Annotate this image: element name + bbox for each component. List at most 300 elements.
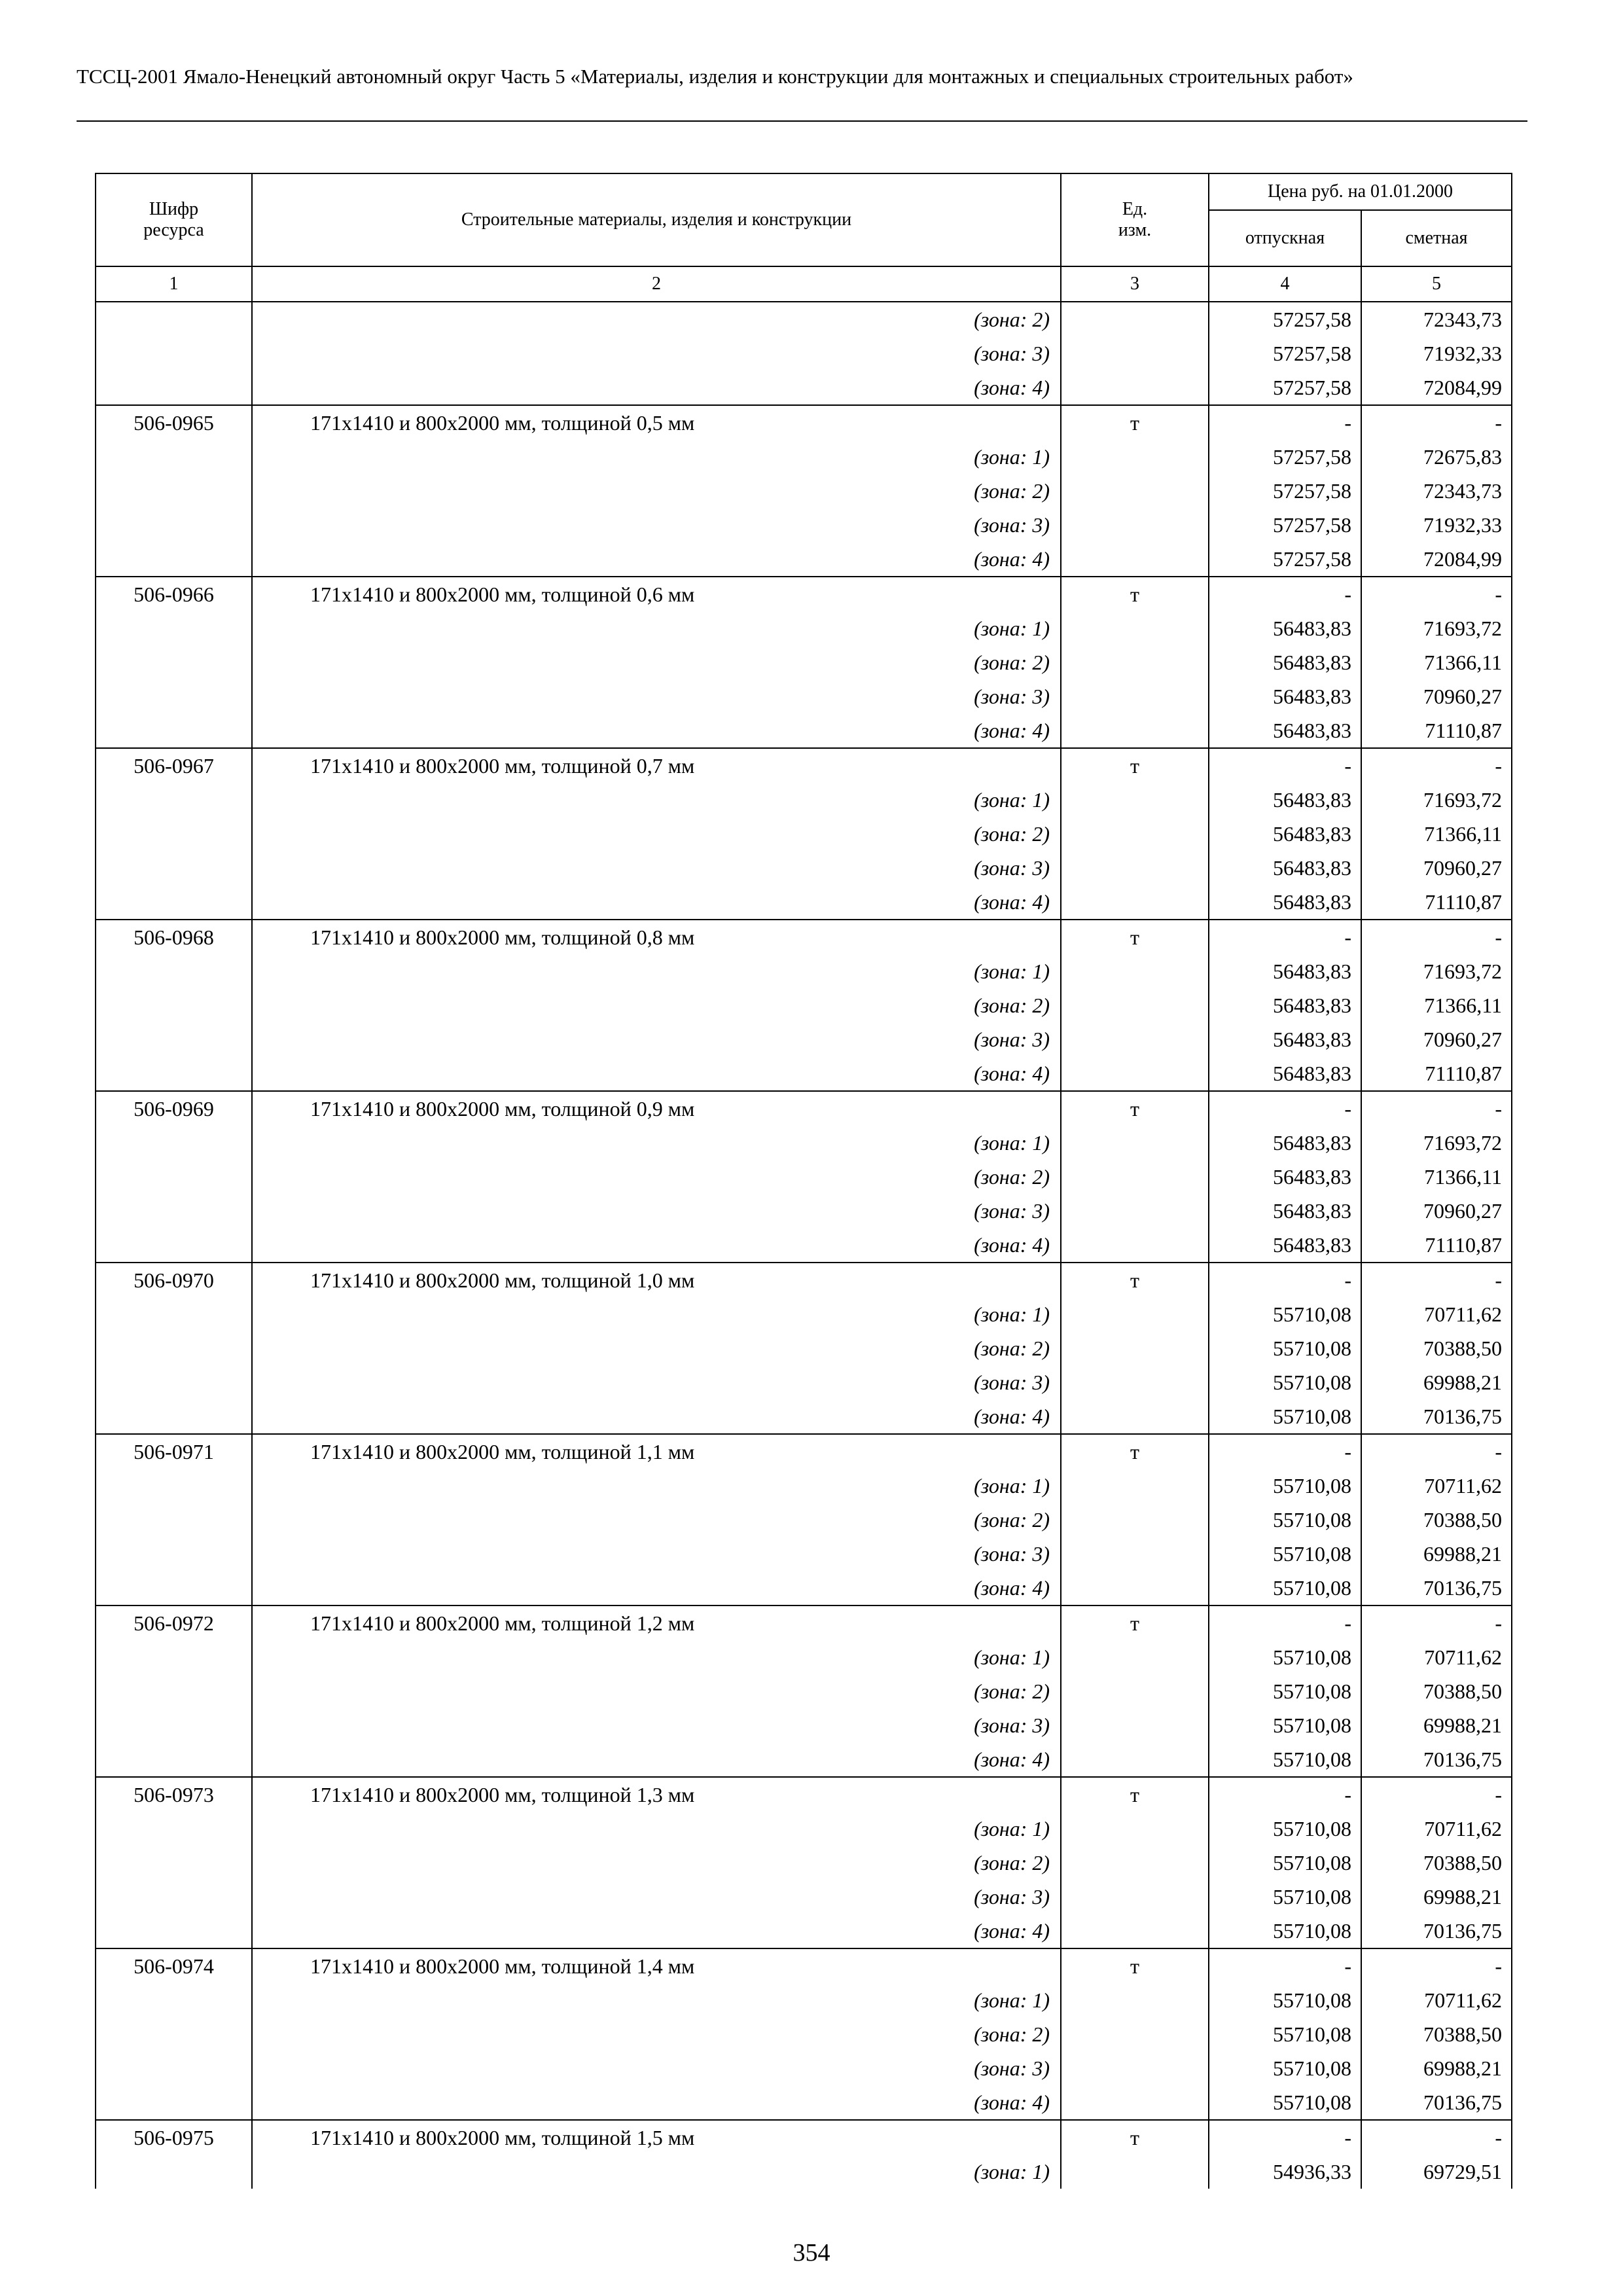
zone-label: (зона: 3) (252, 336, 1061, 370)
release-price: 56483,83 (1209, 1056, 1361, 1091)
unit-of-measure: т (1061, 2120, 1209, 2155)
estimate-price: 70960,27 (1361, 1022, 1512, 1056)
table-row-resource (96, 577, 1512, 611)
estimate-price: - (1361, 1434, 1512, 1469)
table-row-resource (96, 1948, 1512, 1983)
unit-of-measure (1061, 440, 1209, 474)
resource-description: 171x1410 и 800x2000 мм, толщиной 1,3 мм (252, 1777, 1061, 1812)
estimate-price: - (1361, 1263, 1512, 1297)
release-price: 57257,58 (1209, 336, 1361, 370)
unit-of-measure (1061, 954, 1209, 988)
release-price: 56483,83 (1209, 713, 1361, 748)
estimate-price: 71366,11 (1361, 988, 1512, 1022)
estimate-price: - (1361, 577, 1512, 611)
unit-of-measure (1061, 1056, 1209, 1091)
table-row-zone (96, 508, 1512, 542)
estimate-price: 71110,87 (1361, 713, 1512, 748)
table-row-zone (96, 1537, 1512, 1571)
unit-of-measure (1061, 1846, 1209, 1880)
unit-of-measure (1061, 679, 1209, 713)
resource-code (96, 988, 252, 1022)
table-row-zone (96, 302, 1512, 336)
col-header-price-group: Цена руб. на 01.01.2000 (1209, 173, 1512, 210)
estimate-price: 70711,62 (1361, 1812, 1512, 1846)
release-price: 55710,08 (1209, 1846, 1361, 1880)
table-row-zone (96, 1194, 1512, 1228)
estimate-price: 71110,87 (1361, 1056, 1512, 1091)
release-price: - (1209, 577, 1361, 611)
table-row-zone (96, 1503, 1512, 1537)
resource-code (96, 611, 252, 645)
unit-of-measure (1061, 1812, 1209, 1846)
estimate-price: 70136,75 (1361, 2085, 1512, 2120)
resource-code (96, 1160, 252, 1194)
resource-code (96, 1880, 252, 1914)
estimate-price: 71693,72 (1361, 611, 1512, 645)
unit-of-measure (1061, 1537, 1209, 1571)
release-price: 56483,83 (1209, 1022, 1361, 1056)
resource-code: 506-0966 (96, 577, 252, 611)
zone-label: (зона: 2) (252, 645, 1061, 679)
release-price: 57257,58 (1209, 508, 1361, 542)
release-price: 57257,58 (1209, 474, 1361, 508)
estimate-price: 71366,11 (1361, 645, 1512, 679)
release-price: - (1209, 1605, 1361, 1640)
zone-label: (зона: 2) (252, 988, 1061, 1022)
table-row-zone (96, 1708, 1512, 1742)
table-row-zone (96, 645, 1512, 679)
zone-label: (зона: 1) (252, 1469, 1061, 1503)
estimate-price: - (1361, 1605, 1512, 1640)
unit-of-measure: т (1061, 405, 1209, 440)
resource-description: 171x1410 и 800x2000 мм, толщиной 1,5 мм (252, 2120, 1061, 2155)
table-row-resource (96, 2120, 1512, 2155)
estimate-price: 71366,11 (1361, 817, 1512, 851)
resource-description: 171x1410 и 800x2000 мм, толщиной 0,6 мм (252, 577, 1061, 611)
table-row-zone (96, 1812, 1512, 1846)
zone-label: (зона: 2) (252, 474, 1061, 508)
release-price: 55710,08 (1209, 1983, 1361, 2017)
table-row-zone (96, 1469, 1512, 1503)
resource-code (96, 1228, 252, 1263)
table-row-zone (96, 542, 1512, 577)
resource-description: 171x1410 и 800x2000 мм, толщиной 1,2 мм (252, 1605, 1061, 1640)
release-price: 55710,08 (1209, 1674, 1361, 1708)
release-price: - (1209, 1948, 1361, 1983)
unit-of-measure: т (1061, 1263, 1209, 1297)
zone-label: (зона: 3) (252, 1537, 1061, 1571)
estimate-price: 70136,75 (1361, 1914, 1512, 1948)
estimate-price: 70711,62 (1361, 1469, 1512, 1503)
resource-code (96, 474, 252, 508)
resource-code: 506-0973 (96, 1777, 252, 1812)
release-price: 55710,08 (1209, 1399, 1361, 1434)
zone-label: (зона: 1) (252, 1297, 1061, 1331)
estimate-price: 71110,87 (1361, 885, 1512, 920)
unit-of-measure: т (1061, 920, 1209, 954)
unit-of-measure: т (1061, 748, 1209, 783)
zone-label: (зона: 1) (252, 1983, 1061, 2017)
resource-description: 171x1410 и 800x2000 мм, толщиной 0,7 мм (252, 748, 1061, 783)
header-rule (77, 120, 1527, 122)
estimate-price: 70388,50 (1361, 1503, 1512, 1537)
resource-code (96, 370, 252, 405)
resource-code: 506-0974 (96, 1948, 252, 1983)
resource-code (96, 1571, 252, 1605)
resource-code (96, 1365, 252, 1399)
unit-of-measure: т (1061, 1948, 1209, 1983)
release-price: 56483,83 (1209, 1126, 1361, 1160)
unit-of-measure (1061, 2155, 1209, 2189)
resource-code (96, 1914, 252, 1948)
zone-label: (зона: 4) (252, 542, 1061, 577)
resource-code (96, 1297, 252, 1331)
unit-of-measure (1061, 1640, 1209, 1674)
table-row-zone (96, 1742, 1512, 1777)
release-price: 57257,58 (1209, 370, 1361, 405)
release-price: 55710,08 (1209, 1365, 1361, 1399)
table-row-zone (96, 1160, 1512, 1194)
resource-description: 171x1410 и 800x2000 мм, толщиной 0,8 мм (252, 920, 1061, 954)
resource-code (96, 1674, 252, 1708)
estimate-price: 70388,50 (1361, 1846, 1512, 1880)
zone-label: (зона: 3) (252, 1022, 1061, 1056)
resource-code (96, 2017, 252, 2051)
estimate-price: 72343,73 (1361, 474, 1512, 508)
resource-code (96, 679, 252, 713)
table-row-zone (96, 370, 1512, 405)
table-row-zone (96, 954, 1512, 988)
resource-code: 506-0970 (96, 1263, 252, 1297)
table-row-zone (96, 817, 1512, 851)
resource-code (96, 645, 252, 679)
zone-label: (зона: 1) (252, 954, 1061, 988)
unit-of-measure (1061, 1503, 1209, 1537)
col-header-code: Шифр ресурса (96, 173, 252, 266)
zone-label: (зона: 4) (252, 713, 1061, 748)
zone-label: (зона: 3) (252, 2051, 1061, 2085)
estimate-price: 69988,21 (1361, 1708, 1512, 1742)
table-row-resource (96, 1263, 1512, 1297)
resource-code (96, 1640, 252, 1674)
resource-code (96, 2155, 252, 2189)
table-row-zone (96, 1228, 1512, 1263)
release-price: - (1209, 2120, 1361, 2155)
resource-code: 506-0975 (96, 2120, 252, 2155)
table-row-zone (96, 1126, 1512, 1160)
estimate-price: 69988,21 (1361, 2051, 1512, 2085)
unit-of-measure (1061, 645, 1209, 679)
table-row-zone (96, 2017, 1512, 2051)
zone-label: (зона: 4) (252, 370, 1061, 405)
estimate-price: 72084,99 (1361, 542, 1512, 577)
release-price: 56483,83 (1209, 817, 1361, 851)
release-price: 56483,83 (1209, 954, 1361, 988)
zone-label: (зона: 3) (252, 1880, 1061, 1914)
table-row-resource (96, 1777, 1512, 1812)
unit-of-measure (1061, 1022, 1209, 1056)
estimate-price: 72084,99 (1361, 370, 1512, 405)
estimate-price: 70711,62 (1361, 1640, 1512, 1674)
resource-description: 171x1410 и 800x2000 мм, толщиной 0,5 мм (252, 405, 1061, 440)
unit-of-measure (1061, 1126, 1209, 1160)
zone-label: (зона: 4) (252, 1914, 1061, 1948)
unit-of-measure (1061, 1469, 1209, 1503)
table-row-zone (96, 1297, 1512, 1331)
unit-of-measure (1061, 2017, 1209, 2051)
zone-label: (зона: 1) (252, 783, 1061, 817)
resource-code (96, 1708, 252, 1742)
estimate-price: 70136,75 (1361, 1571, 1512, 1605)
unit-of-measure (1061, 713, 1209, 748)
col-header-name: Строительные материалы, изделия и конструкции (252, 173, 1061, 266)
price-table (95, 173, 1512, 2189)
estimate-price: 70960,27 (1361, 1194, 1512, 1228)
estimate-price: 71693,72 (1361, 783, 1512, 817)
col-number-1: 1 (96, 266, 252, 302)
release-price: - (1209, 1777, 1361, 1812)
zone-label: (зона: 2) (252, 1846, 1061, 1880)
estimate-price: - (1361, 1777, 1512, 1812)
resource-code (96, 1331, 252, 1365)
unit-of-measure (1061, 1571, 1209, 1605)
unit-of-measure (1061, 336, 1209, 370)
release-price: 55710,08 (1209, 1571, 1361, 1605)
resource-code (96, 1503, 252, 1537)
table-row-zone (96, 783, 1512, 817)
zone-label: (зона: 1) (252, 2155, 1061, 2189)
resource-code (96, 1469, 252, 1503)
zone-label: (зона: 4) (252, 885, 1061, 920)
zone-label: (зона: 4) (252, 1228, 1061, 1263)
release-price: 56483,83 (1209, 885, 1361, 920)
col-number-5: 5 (1361, 266, 1512, 302)
zone-label: (зона: 2) (252, 1674, 1061, 1708)
release-price: 56483,83 (1209, 645, 1361, 679)
unit-of-measure (1061, 1674, 1209, 1708)
table-row-zone (96, 1571, 1512, 1605)
table-header (96, 173, 1512, 302)
release-price: 57257,58 (1209, 302, 1361, 336)
resource-code (96, 885, 252, 920)
estimate-price: - (1361, 1091, 1512, 1126)
estimate-price: 72343,73 (1361, 302, 1512, 336)
release-price: - (1209, 748, 1361, 783)
estimate-price: 70136,75 (1361, 1399, 1512, 1434)
unit-of-measure (1061, 1742, 1209, 1777)
col-number-4: 4 (1209, 266, 1361, 302)
resource-code (96, 2051, 252, 2085)
table-row-zone (96, 440, 1512, 474)
resource-code (96, 1742, 252, 1777)
resource-code (96, 2085, 252, 2120)
col-header-unit: Ед. изм. (1061, 173, 1209, 266)
resource-description: 171x1410 и 800x2000 мм, толщиной 1,4 мм (252, 1948, 1061, 1983)
estimate-price: 71693,72 (1361, 1126, 1512, 1160)
release-price: 56483,83 (1209, 1194, 1361, 1228)
release-price: 55710,08 (1209, 1503, 1361, 1537)
table-row-zone (96, 1331, 1512, 1365)
table-row-resource (96, 920, 1512, 954)
table-row-zone (96, 1640, 1512, 1674)
table-row-zone (96, 1399, 1512, 1434)
resource-code (96, 1022, 252, 1056)
estimate-price: 71110,87 (1361, 1228, 1512, 1263)
estimate-price: 70388,50 (1361, 1331, 1512, 1365)
unit-of-measure (1061, 1708, 1209, 1742)
estimate-price: 70711,62 (1361, 1297, 1512, 1331)
page-number: 354 (793, 2239, 830, 2267)
table-row-resource (96, 748, 1512, 783)
zone-label: (зона: 3) (252, 679, 1061, 713)
resource-code (96, 1399, 252, 1434)
table-row-zone (96, 1846, 1512, 1880)
resource-code: 506-0968 (96, 920, 252, 954)
resource-code (96, 508, 252, 542)
table-row-resource (96, 1605, 1512, 1640)
resource-code (96, 1537, 252, 1571)
col-header-estimate-price: сметная (1361, 210, 1512, 266)
zone-label: (зона: 1) (252, 1126, 1061, 1160)
release-price: 55710,08 (1209, 1914, 1361, 1948)
unit-of-measure (1061, 1194, 1209, 1228)
release-price: 57257,58 (1209, 542, 1361, 577)
estimate-price: 70388,50 (1361, 1674, 1512, 1708)
zone-label: (зона: 1) (252, 1640, 1061, 1674)
resource-code (96, 1194, 252, 1228)
resource-description: 171x1410 и 800x2000 мм, толщиной 1,0 мм (252, 1263, 1061, 1297)
estimate-price: 70388,50 (1361, 2017, 1512, 2051)
release-price: 55710,08 (1209, 1880, 1361, 1914)
unit-of-measure (1061, 1228, 1209, 1263)
resource-code (96, 783, 252, 817)
release-price: 55710,08 (1209, 1812, 1361, 1846)
table-row-zone (96, 885, 1512, 920)
table-body (96, 302, 1512, 2189)
resource-code (96, 1812, 252, 1846)
resource-code: 506-0967 (96, 748, 252, 783)
resource-code (96, 1846, 252, 1880)
zone-label: (зона: 4) (252, 1571, 1061, 1605)
resource-code (96, 1126, 252, 1160)
zone-label: (зона: 3) (252, 1708, 1061, 1742)
estimate-price: 69988,21 (1361, 1365, 1512, 1399)
resource-code: 506-0972 (96, 1605, 252, 1640)
unit-of-measure (1061, 474, 1209, 508)
zone-label: (зона: 2) (252, 817, 1061, 851)
release-price: 55710,08 (1209, 1297, 1361, 1331)
resource-code: 506-0965 (96, 405, 252, 440)
release-price: 56483,83 (1209, 851, 1361, 885)
release-price: 55710,08 (1209, 1708, 1361, 1742)
estimate-price: 71366,11 (1361, 1160, 1512, 1194)
resource-code (96, 1983, 252, 2017)
estimate-price: 70960,27 (1361, 851, 1512, 885)
resource-code (96, 336, 252, 370)
unit-of-measure (1061, 542, 1209, 577)
table-row-zone (96, 611, 1512, 645)
table-row-zone (96, 1674, 1512, 1708)
zone-label: (зона: 2) (252, 1160, 1061, 1194)
estimate-price: - (1361, 2120, 1512, 2155)
table-row-resource (96, 405, 1512, 440)
estimate-price: - (1361, 1948, 1512, 1983)
unit-of-measure (1061, 851, 1209, 885)
unit-of-measure (1061, 508, 1209, 542)
estimate-price: 69988,21 (1361, 1537, 1512, 1571)
resource-code (96, 954, 252, 988)
zone-label: (зона: 3) (252, 508, 1061, 542)
unit-of-measure (1061, 885, 1209, 920)
estimate-price: - (1361, 748, 1512, 783)
release-price: 56483,83 (1209, 1160, 1361, 1194)
unit-of-measure (1061, 1331, 1209, 1365)
release-price: 56483,83 (1209, 611, 1361, 645)
table-row-zone (96, 1880, 1512, 1914)
unit-of-measure (1061, 370, 1209, 405)
resource-code (96, 302, 252, 336)
unit-of-measure (1061, 1914, 1209, 1948)
unit-of-measure: т (1061, 1605, 1209, 1640)
table-row-zone (96, 679, 1512, 713)
table-row-zone (96, 336, 1512, 370)
release-price: 56483,83 (1209, 783, 1361, 817)
release-price: 55710,08 (1209, 2051, 1361, 2085)
unit-of-measure (1061, 1983, 1209, 2017)
unit-of-measure (1061, 611, 1209, 645)
release-price: - (1209, 1434, 1361, 1469)
estimate-price: 71932,33 (1361, 508, 1512, 542)
resource-description: 171x1410 и 800x2000 мм, толщиной 0,9 мм (252, 1091, 1061, 1126)
resource-description: 171x1410 и 800x2000 мм, толщиной 1,1 мм (252, 1434, 1061, 1469)
release-price: 55710,08 (1209, 1331, 1361, 1365)
resource-code (96, 440, 252, 474)
estimate-price: 70960,27 (1361, 679, 1512, 713)
zone-label: (зона: 2) (252, 2017, 1061, 2051)
col-header-release-price: отпускная (1209, 210, 1361, 266)
estimate-price: 72675,83 (1361, 440, 1512, 474)
release-price: 55710,08 (1209, 1742, 1361, 1777)
zone-label: (зона: 4) (252, 1056, 1061, 1091)
col-number-2: 2 (252, 266, 1061, 302)
release-price: 55710,08 (1209, 1640, 1361, 1674)
zone-label: (зона: 2) (252, 302, 1061, 336)
release-price: 57257,58 (1209, 440, 1361, 474)
zone-label: (зона: 4) (252, 1742, 1061, 1777)
zone-label: (зона: 3) (252, 1194, 1061, 1228)
unit-of-measure (1061, 1365, 1209, 1399)
table-row-resource (96, 1434, 1512, 1469)
release-price: 55710,08 (1209, 1537, 1361, 1571)
release-price: - (1209, 1263, 1361, 1297)
table-row-zone (96, 1365, 1512, 1399)
table-row-zone (96, 851, 1512, 885)
table-row-zone (96, 713, 1512, 748)
resource-code: 506-0971 (96, 1434, 252, 1469)
estimate-price: 70711,62 (1361, 1983, 1512, 2017)
resource-code (96, 851, 252, 885)
resource-code (96, 817, 252, 851)
release-price: - (1209, 405, 1361, 440)
estimate-price: - (1361, 920, 1512, 954)
zone-label: (зона: 1) (252, 1812, 1061, 1846)
resource-code: 506-0969 (96, 1091, 252, 1126)
release-price: 56483,83 (1209, 988, 1361, 1022)
table-row-zone (96, 1022, 1512, 1056)
unit-of-measure (1061, 1297, 1209, 1331)
unit-of-measure (1061, 1160, 1209, 1194)
unit-of-measure: т (1061, 1434, 1209, 1469)
